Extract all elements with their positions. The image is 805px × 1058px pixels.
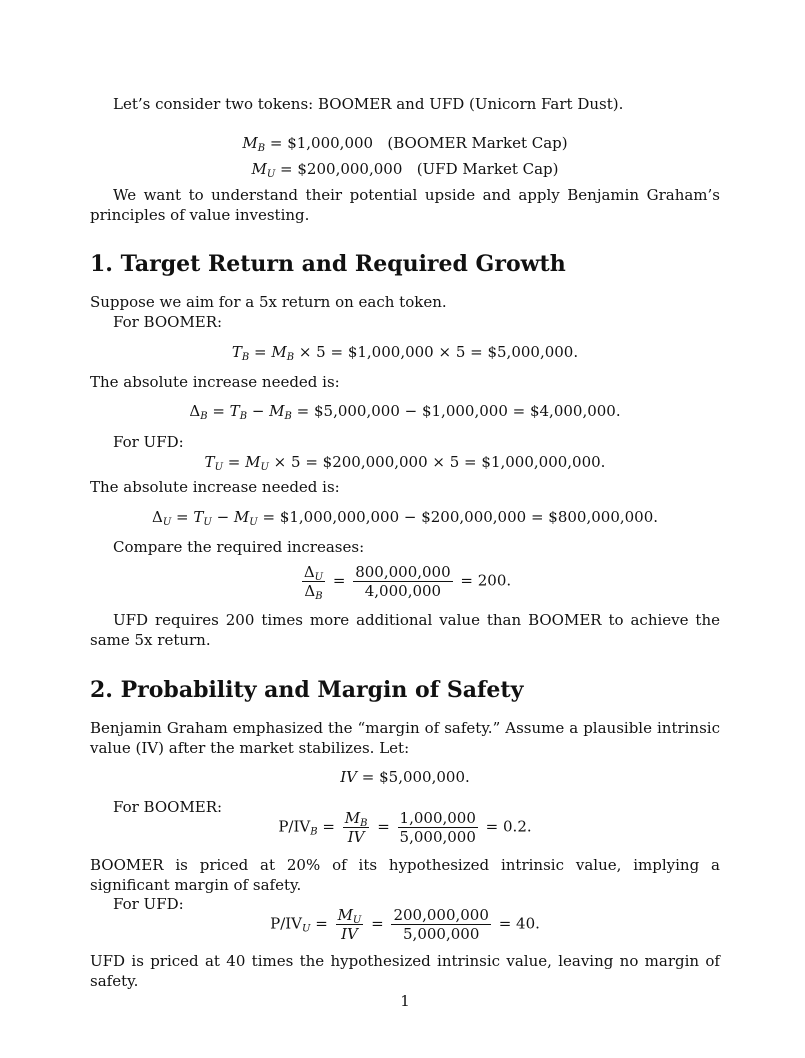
page-number: 1 [400,992,410,1010]
section1-conclusion: UFD requires 200 times more additional value than BOOMER to achieve the same 5x return. [90,611,720,649]
equation-piv-b: $P/IV_B$ = $\frac{M_B}{IV}$ = $\frac{1,000,000}{5,000,000}$ = 0.2. [278,809,532,846]
section2-paragraph: Benjamin Graham emphasized the “margin of safety.” Assume a plausible intrinsic value (IV) after the market stabilizes. Let: [90,719,720,757]
for-ufd-label: For UFD: [113,433,184,451]
intro-paragraph-2: We want to understand their potential upside and apply Benjamin Graham’s principles of value investing. [90,186,720,224]
fraction-delta: $\frac{\Delta_U}{\Delta_B}$ [303,563,324,602]
fraction-values: $\frac{800,000,000}{4,000,000}$ [355,563,451,600]
ufd-margin-text: UFD is priced at 40 times the hypothesized intrinsic value, leaving no margin of safety. [90,952,720,990]
for-ufd-label-2: For UFD: [113,895,184,913]
for-boomer-label: For BOOMER: [113,313,223,331]
abs-increase-text-2: The absolute increase needed is: [90,478,340,496]
equation-piv-u: $P/IV_U$ = $\frac{M_U}{IV}$ = $\frac{200,000,000}{5,000,000}$ = 40. [270,906,540,943]
compare-text: Compare the required increases: [113,538,365,556]
equation-iv: IV = $5,000,000. [340,768,470,786]
for-boomer-label-2: For BOOMER: [113,798,223,816]
equation-delta-b: $\Delta_B = T_B - M_B$ = $5,000,000 − $1,000,000 = $4,000,000. [189,402,621,422]
boomer-margin-text: BOOMER is priced at 20% of its hypothesized intrinsic value, implying a significant margin of safety. [90,856,720,894]
section-heading-1: 1. Target Return and Required Growth [90,251,566,277]
abs-increase-text-1: The absolute increase needed is: [90,373,340,391]
equation-delta-u: $\Delta_U = T_U - M_U$ = $1,000,000,000 − $200,000,000 = $800,000,000. [151,508,659,528]
equation-mu: $M_U$ = $200,000,000 (UFD Market Cap) [251,160,559,180]
section1-paragraph: Suppose we aim for a 5x return on each token. [90,293,447,311]
equation-mb: $M_B$ = $1,000,000 (BOOMER Market Cap) [242,134,568,154]
section-heading-2: 2. Probability and Margin of Safety [90,677,524,703]
equation-tu: $T_U = M_U \times 5$ = $200,000,000 × 5 = $1,000,000,000. [204,453,606,473]
equation-tb: $T_B = M_B \times 5$ = $1,000,000 × 5 = $5,000,000. [231,343,579,363]
intro-paragraph: Let’s consider two tokens: BOOMER and UFD (Unicorn Fart Dust). [113,95,624,113]
equation-ratio: $\frac{\Delta_U}{\Delta_B}$ = $\frac{800,000,000}{4,000,000}$ = 200. [303,563,512,602]
